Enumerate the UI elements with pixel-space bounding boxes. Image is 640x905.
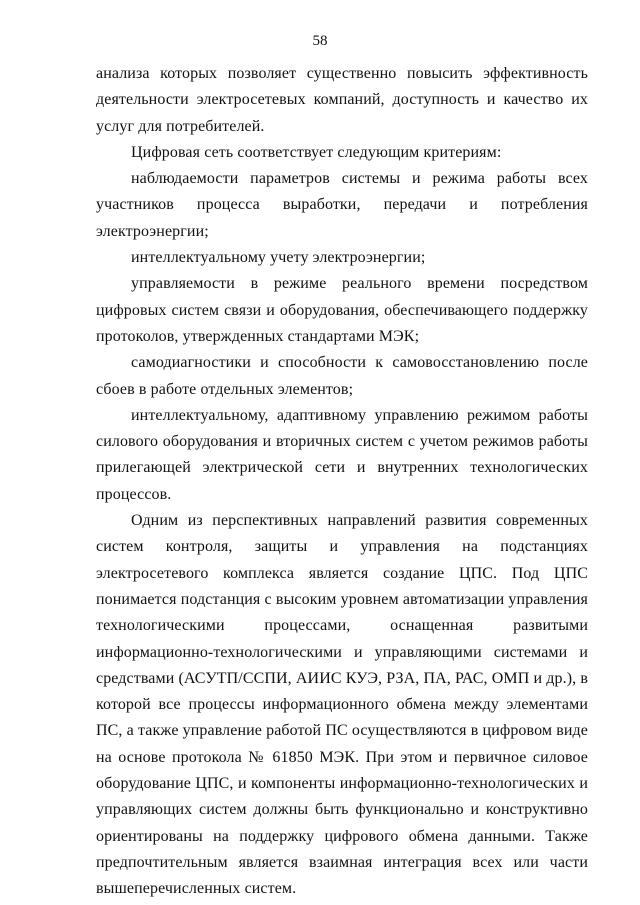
criterion-controllability: управляемости в режиме реального времени посредством цифровых систем связи и оборудования, обеспечивающего поддержку протоколов, утвержденных стандартами МЭК; xyxy=(96,275,588,345)
criterion-adaptive-control: интеллектуальному, адаптивному управлению режимом работы силового оборудования и вторичных систем с учетом режимов работы прилегающей электрической сети и внутренних технологических процессов. xyxy=(96,406,588,503)
criterion-metering: интеллектуальному учету электроэнергии; xyxy=(131,249,426,267)
paragraph-criteria-intro: Цифровая сеть соответствует следующим критериям: xyxy=(131,143,502,161)
paragraph-continuation: анализа которых позволяет существенно повысить эффективность деятельности электросетевых компаний, доступность и качество их услуг для потребителей. xyxy=(96,65,588,135)
criterion-observability: наблюдаемости параметров системы и режима работы всех участников процесса выработки, передачи и потребления электроэнергии; xyxy=(96,170,588,240)
criterion-self-diagnostics: самодиагностики и способности к самовосстановлению после сбоев в работе отдельных элементов; xyxy=(96,354,588,398)
page-number: 58 xyxy=(312,33,328,49)
paragraph-digital-substation: Одним из перспективных направлений развития современных систем контроля, защиты и управления на подстанциях электросетевого комплекса является создание ЦПС. Под ЦПС понимается подстанция с высоким уровнем автоматизации управления технологическими процессами, оснащенная развитыми информационно-технологическими и управляющими системами и средствами (АСУТП/ССПИ, АИИС КУЭ, РЗА, ПА, РАС, ОМП и др.), в которой все процессы информационного обмена между элементами ПС, а также управление работой ПС осуществляются в цифровом виде на основе протокола № 61850 МЭК. При этом и первичное силовое оборудование ЦПС, и компоненты информационно-технологических и управляющих систем должны быть функционально и конструктивно ориентированы на поддержку цифрового обмена данными. Также предпочтительным является взаимная интеграция всех или части вышеперечисленных систем. xyxy=(96,512,588,898)
body-text xyxy=(96,61,588,903)
